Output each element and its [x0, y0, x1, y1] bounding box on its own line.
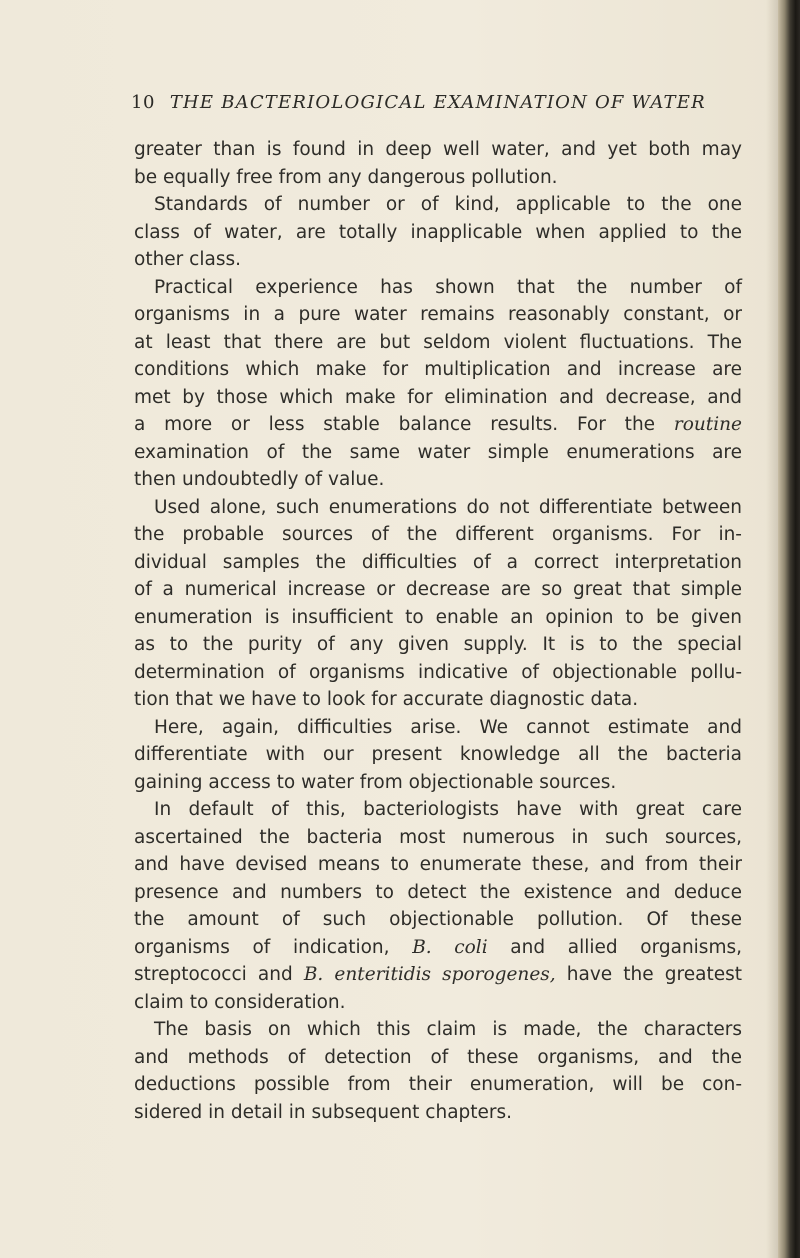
text-segment: dividual samples the difficulties of a correct interpretation: [134, 551, 742, 573]
text-segment: examination of the same water simple enumerations are: [134, 441, 742, 463]
text-segment: then undoubtedly of value.: [134, 469, 385, 490]
running-title: THE BACTERIOLOGICAL EXAMINATION OF WATER: [169, 92, 706, 113]
page-number: 10: [131, 92, 155, 113]
text-line: [134, 191, 742, 219]
text-line: [134, 1016, 742, 1044]
text-line: [134, 631, 742, 659]
italic-text: B. enteritidis sporogenes,: [303, 964, 556, 985]
text-segment: streptococci and: [134, 964, 304, 985]
text-line: [134, 604, 742, 632]
text-segment: at least that there are but seldom violent fluctuations. The: [134, 331, 742, 353]
text-segment: claim to consideration.: [134, 991, 346, 1013]
text-line: [134, 989, 742, 1017]
text-segment: differentiate with our present knowledge all the bacteria: [134, 744, 742, 765]
text-segment: a more or less stable balance results. For the: [134, 414, 674, 435]
text-segment: and have devised means to enumerate these, and from their: [134, 854, 742, 875]
text-line: [134, 1071, 742, 1099]
text-segment: The basis on which this claim is made, the characters: [154, 1019, 742, 1040]
text-segment: determination of organisms indicative of objectionable pollu-: [134, 661, 742, 683]
text-segment: presence and numbers to detect the existence and deduce: [134, 881, 742, 903]
text-segment: Practical experience has shown that the number of: [154, 276, 742, 298]
running-header: [131, 92, 731, 113]
text-line: [134, 686, 742, 714]
text-line: [134, 796, 742, 824]
body-text: [134, 136, 742, 1126]
text-line: [134, 164, 742, 192]
text-line: [134, 219, 742, 247]
text-line: [134, 879, 742, 907]
text-segment: enumeration is insufficient to enable an opinion to be given: [134, 606, 742, 628]
text-line: [134, 439, 742, 467]
text-segment: organisms of indication,: [134, 936, 413, 958]
text-line: [134, 274, 742, 302]
text-line: [134, 714, 742, 742]
text-line: [134, 384, 742, 412]
text-segment: deductions possible from their enumeration, will be con-: [134, 1074, 742, 1095]
text-segment: Here, again, difficulties arise. We cannot estimate and: [154, 716, 742, 738]
text-segment: organisms in a pure water remains reasonably constant, or: [134, 304, 742, 325]
text-line: [134, 659, 742, 687]
text-segment: have the greatest: [555, 964, 742, 985]
text-line: [134, 1099, 742, 1127]
text-segment: tion that we have to look for accurate diagnostic data.: [134, 689, 639, 710]
italic-text: routine: [673, 414, 742, 435]
text-line: [134, 549, 742, 577]
text-line: [134, 494, 742, 522]
book-edge: [778, 0, 800, 1258]
text-line: [134, 466, 742, 494]
text-line: [134, 356, 742, 384]
text-line: [134, 521, 742, 549]
text-line: [134, 906, 742, 934]
text-segment: as to the purity of any given supply. It is to the special: [134, 634, 742, 655]
text-line: [134, 136, 742, 164]
text-line: [134, 741, 742, 769]
text-line: [134, 1044, 742, 1072]
text-segment: be equally free from any dangerous pollution.: [134, 166, 558, 188]
text-segment: greater than is found in deep well water, and yet both may: [134, 139, 742, 160]
text-segment: gaining access to water from objectionable sources.: [134, 771, 617, 793]
text-line: [134, 961, 742, 989]
text-segment: met by those which make for elimination and decrease, and: [134, 386, 742, 408]
text-segment: and allied organisms,: [487, 936, 742, 958]
text-line: [134, 851, 742, 879]
text-segment: In default of this, bacteriologists have with great care: [154, 799, 742, 820]
text-line: [134, 824, 742, 852]
text-segment: the amount of such objectionable pollution. Of these: [134, 909, 742, 930]
text-segment: and methods of detection of these organisms, and the: [134, 1046, 742, 1068]
text-line: [134, 329, 742, 357]
text-segment: ascertained the bacteria most numerous in such sources,: [134, 826, 742, 848]
text-segment: sidered in detail in subsequent chapters.: [134, 1101, 513, 1123]
text-segment: of a numerical increase or decrease are so great that simple: [134, 579, 742, 600]
page-gutter-shadow: [766, 0, 778, 1258]
text-line: [134, 769, 742, 797]
text-line: [134, 934, 742, 962]
text-line: [134, 411, 742, 439]
text-segment: other class.: [134, 249, 241, 270]
italic-text: B. coli: [412, 936, 488, 958]
text-line: [134, 301, 742, 329]
text-line: [134, 576, 742, 604]
text-segment: class of water, are totally inapplicable when applied to the: [134, 221, 742, 243]
text-line: [134, 246, 742, 274]
text-segment: the probable sources of the different organisms. For in-: [134, 524, 742, 545]
text-segment: Standards of number or of kind, applicable to the one: [154, 194, 742, 215]
text-segment: Used alone, such enumerations do not differentiate between: [154, 496, 742, 518]
text-segment: conditions which make for multiplication and increase are: [134, 359, 742, 380]
